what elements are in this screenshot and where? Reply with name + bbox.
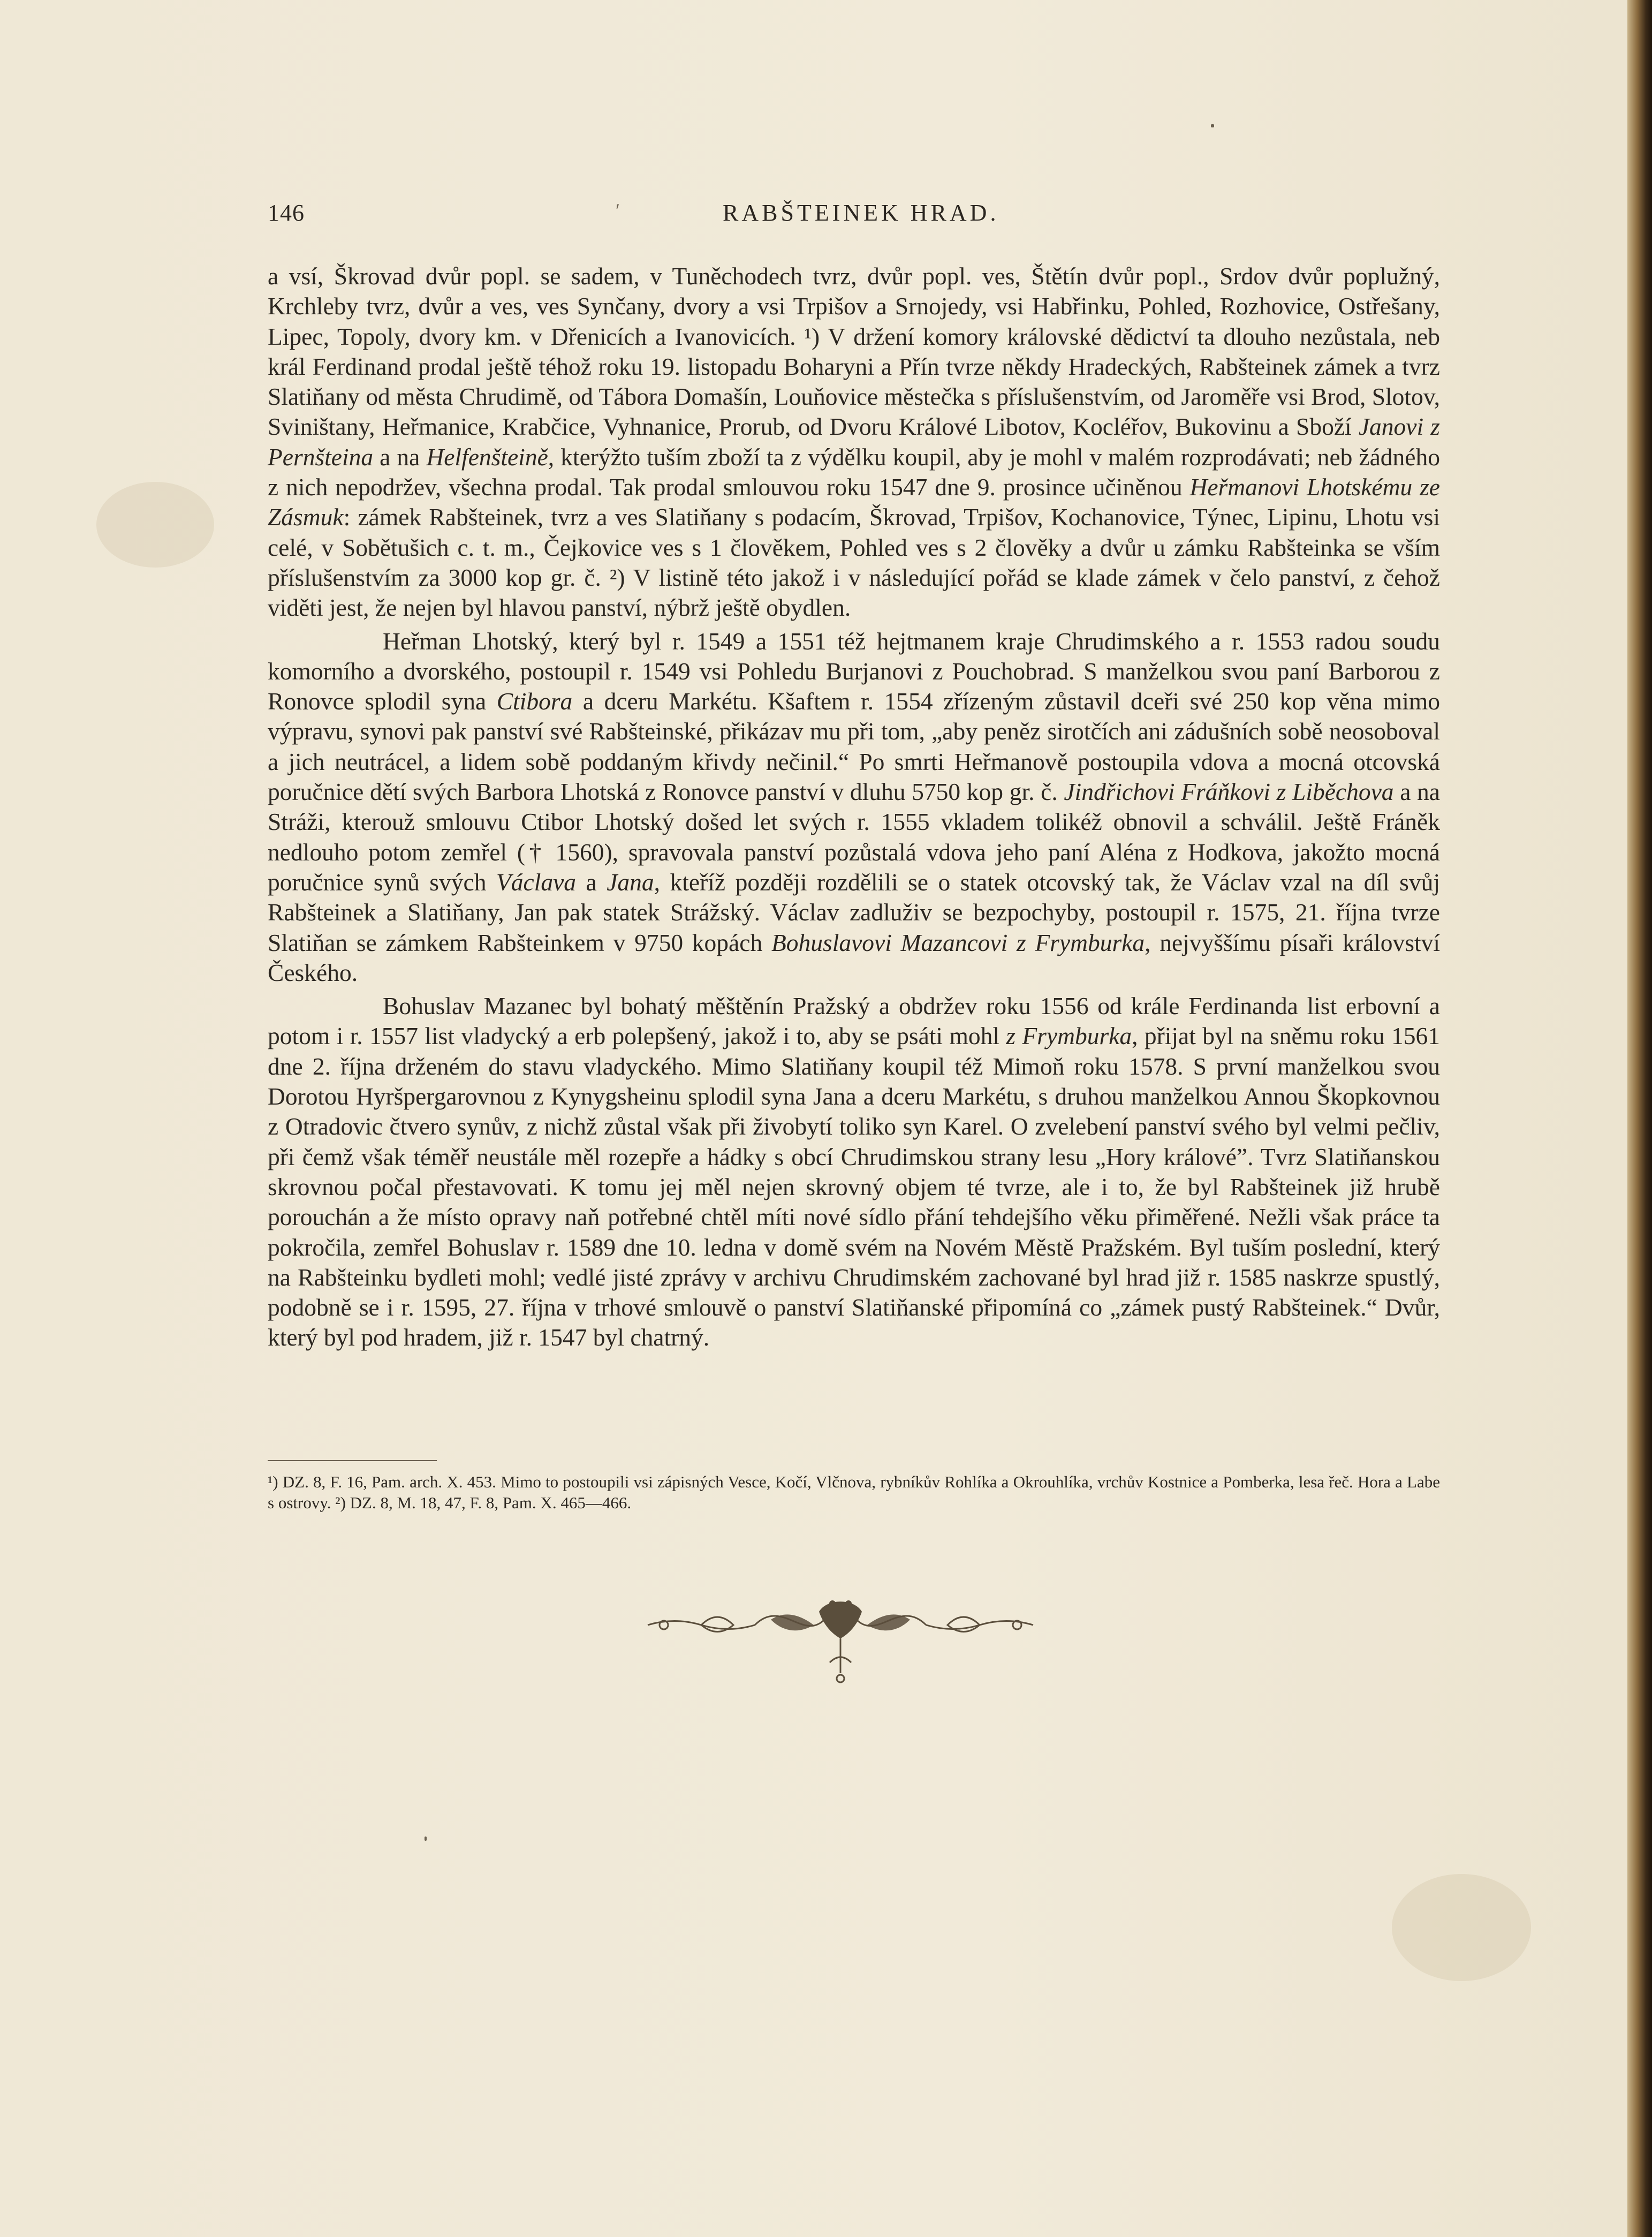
footnote-rule [268, 1460, 437, 1461]
main-text [268, 261, 1440, 1353]
paper-stain [96, 482, 214, 568]
print-mark: ʹ [616, 200, 620, 221]
paragraph [268, 261, 1440, 623]
page-number: 146 [268, 200, 305, 226]
text-run: a na Stráži, kterouž smlouvu Ctibor Lhotský došed let svých r. 1555 vkladem tolikéž obnovil a schválil. Ještě Fráněk nedlouho potom zemřel († 1560), spravovala panství pozůstalá vdova jeho paní Aléna z Hodkova, jakožto mocná poručnice synů svých [268, 778, 1441, 896]
ink-speck [425, 1837, 427, 1841]
italic-name: z Frymburka [1006, 1022, 1132, 1050]
paragraph [268, 991, 1440, 1353]
italic-name: Jindřichovi Fráňkovi z Liběchova [1064, 778, 1394, 806]
text-run: Heřman Lhotský, který byl r. 1549 a 1551 též hejtmanem kraje Chrudimského a r. 1553 radou soudu komorního a dvorského, postoupil r. 1549 vsi Pohledu Burjanovi z Pouchobrad. S manželkou svou paní Barborou z Ronovce splodil syna [268, 627, 1440, 715]
italic-name: Heřmanovi Lhotskému ze Zásmuk [268, 473, 1440, 531]
italic-name: Helfenšteině [426, 443, 548, 471]
text-run: , přijat byl na sněmu roku 1561 dne 2. října drženém do stavu vladyckého. Mimo Slatiňany koupil též Mimoň roku 1578. S první manželkou svou Dorotou Hyršpergarovnou z Kynygsheinu splodil syna Jana a dceru Markétu, s druhou manželkou Annou Škopkovnou z Otradovic čtvero synův, z nichž zůstal však při živobytí toliko syn Karel. O zvelebení panství svého byl velmi pečliv, při čemž však téměř neustále měl rozepře a hádky s obcí Chrudimskou strany lesu „Hory královéˮ. Tvrz Slatiňanskou skrovnou počal přestavovati. K tomu jej měl nejen skrovný objem té tvrze, ale i to, že byl Rabšteinek již hrubě porouchán a že místo opravy naň potřebné chtěl míti nové sídlo přání tehdejšího věku přiměřené. Nežli však práce ta pokročila, zemřel Bohuslav r. 1589 dne 10. ledna v domě svém na Novém Městě Pražském. Byl tuším poslední, který na Rabšteinku bydleti mohl; vedlé jisté zprávy v archivu Chrudimském zachované byl hrad již r. 1585 naskrze spustlý, podobně se i r. 1595, 27. října v trhové smlouvě o panství Slatiňanské připomíná co „zámek pustý Rabšteinek.“ Dvůr, který byl pod hradem, již r. 1547 byl chatrný. [268, 1022, 1440, 1351]
text-run: a [576, 868, 607, 896]
paper-stain [1392, 1874, 1531, 1981]
text-run: , nejvyššímu písaři království Českého. [268, 928, 1440, 986]
ink-speck [1211, 124, 1214, 127]
text-run: : zámek Rabšteinek, tvrz a ves Slatiňany s podacím, Škrovad, Trpišov, Kochanovice, Týnec, Lipinu, Lhotu vsi celé, v Sobětušich c. t. m., Čejkovice ves s 1 člověkem, Pohled ves s 2 člověky a dvůr u zámku Rabšteinka se vším příslušenstvím za 3000 kop gr. č. ²) V listině této jakož i v následující pořád se klade zámek v čelo panství, z čehož viděti jest, že nejen byl hlavou panství, nýbrž ještě obydlen. [268, 503, 1440, 622]
italic-name: Jana [607, 868, 654, 896]
decorative-ornament-icon [642, 1588, 1039, 1689]
text-run: , kteříž později rozdělili se o statek otcovský tak, že Václav vzal na díl svůj Rabšteinek a Slatiňany, Jan pak statek Strážský. Václav zadluživ se bezpochyby, postoupil r. 1575, 21. října tvrze Slatiňan se zámkem Rabšteinkem v 9750 kopách [268, 868, 1440, 956]
text-run: a dceru Markétu. Kšaftem r. 1554 zřízeným zůstavil dceři své 250 kop věna mimo výpravu, synovi pak panství své Rabšteinské, přikázav mu při tom, „aby peněz sirotčích ani zádušních sobě neosoboval a jich neutrácel, a lidem sobě poddaným křivdy nečinil.“ Po smrti Heřmanově postoupila vdova a mocná otcovská poručnice dětí svých Barbora Lhotská z Ronovce panství v dluhu 5750 kop gr. č. [268, 687, 1440, 806]
paragraph [268, 626, 1440, 988]
text-run: , kterýžto tuším zboží ta z výdělku koupil, aby je mohl v malém rozprodávati; neb žádného z nich nepodržev, všechna prodal. Tak prodal smlouvou roku 1547 dne 9. prosince učiněnou [268, 443, 1441, 501]
italic-name: Janovi z Pernšteina [268, 413, 1440, 471]
text-run: a vsí, Škrovad dvůr popl. se sadem, v Tuněchodech tvrz, dvůr popl. ves, Štětín dvůr popl., Srdov dvůr poplužný, Krchleby tvrz, dvůr a ves, ves Synčany, dvory a vsi Trpišov a Srnojedy, vsi Habřinku, Pohled, Rozhovice, Ostřešany, Lipec, Topoly, dvory km. v Dřenicích a Ivanovicích. ¹) V držení komory královské dědictví ta dlouho nezůstala, neb král Ferdinand prodal ještě téhož roku 19. listopadu Boharyni a Přín tvrze někdy Hradeckých, Rabšteinek zámek a tvrz Slatiňany od města Chrudimě, od Tábora Domašín, Louňovice městečka s příslušenstvím, od Jaroměře vsi Brod, Slotov, Sviništany, Heřmanice, Krabčice, Vyhnanice, Prorub, od Dvoru Králové Libotov, Kocléřov, Bukovinu a Sboží [268, 262, 1440, 441]
footnotes: ¹) DZ. 8, F. 16, Pam. arch. X. 453. Mimo to postoupili vsi zápisných Vesce, Kočí, Vlčnova, rybníkův Rohlíka a Okrouhlíka, vrchův Kostnice a Pomberka, lesa řeč. Hora a Labe s ostrovy. ²) DZ. 8, M. 18, 47, F. 8, Pam. X. 465—466. [268, 1472, 1440, 1512]
italic-name: Ctibora [496, 687, 573, 715]
italic-name: Václava [496, 868, 577, 896]
book-spine-edge [1627, 0, 1652, 2237]
text-run: a na [373, 443, 427, 471]
italic-name: Bohuslavovi Mazancovi z Frymburka [771, 928, 1145, 956]
text-run: Bohuslav Mazanec byl bohatý měštěnín Pražský a obdržev roku 1556 od krále Ferdinanda list erbovní a potom i r. 1557 list vladycký a erb polepšený, jakož i to, aby se psáti mohl [268, 992, 1440, 1050]
page-header [268, 199, 1483, 237]
running-title: RABŠTEINEK HRAD. [723, 200, 999, 226]
